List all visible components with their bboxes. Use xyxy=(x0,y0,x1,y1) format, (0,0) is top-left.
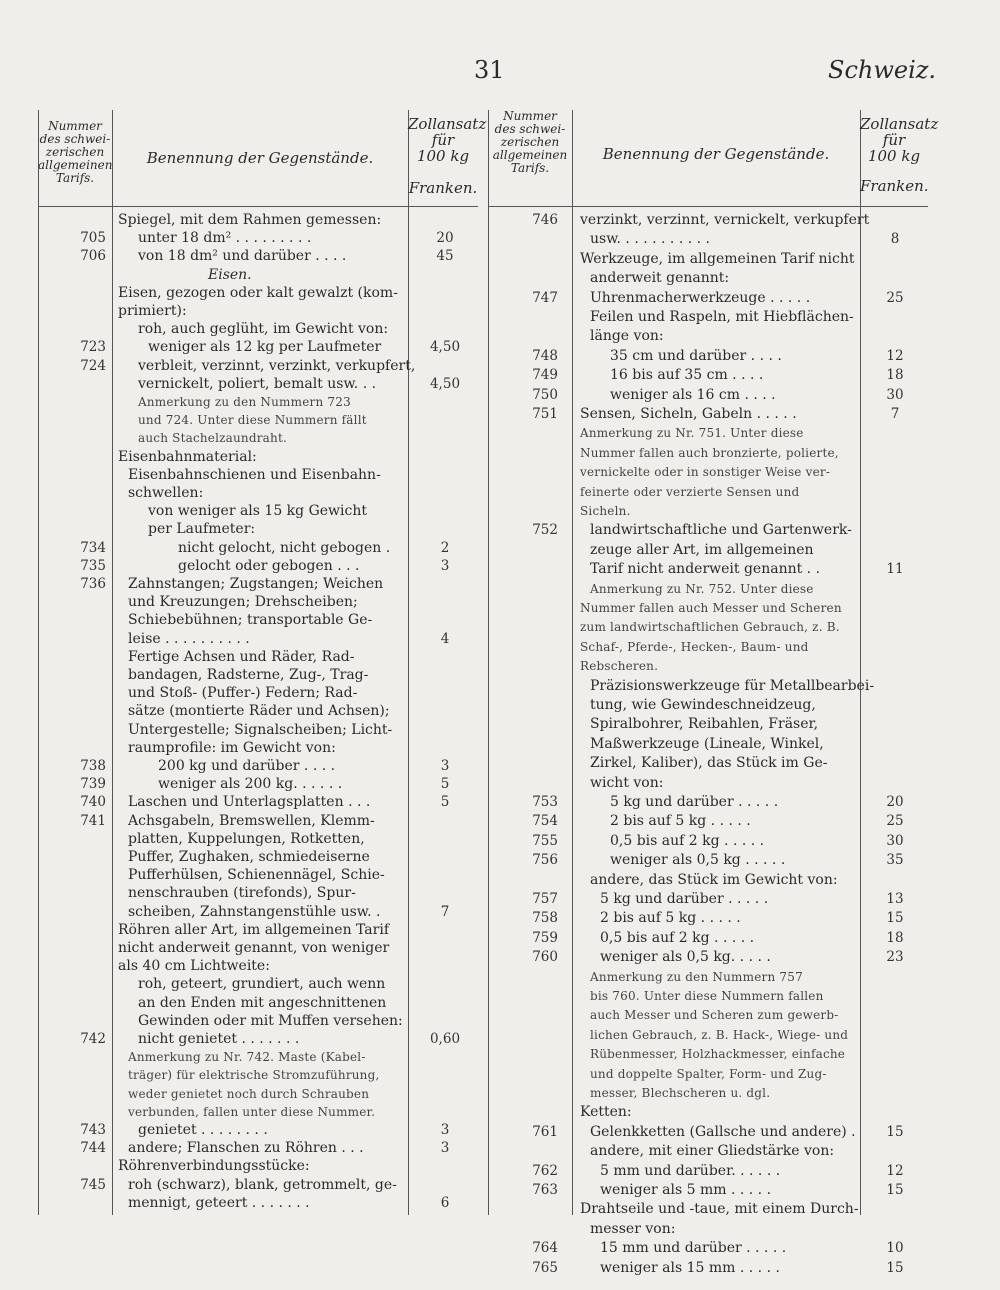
description-header: Benennung der Gegenstände. xyxy=(146,149,374,167)
item-description: schwellen: xyxy=(128,485,204,501)
tariff-number: 706 xyxy=(80,248,106,265)
item-description: Fertige Achsen und Räder, Rad- xyxy=(128,648,355,665)
tariff-number: 736 xyxy=(80,576,106,592)
annotation-line: Nummer fallen auch Messer und Scheren xyxy=(580,601,842,615)
annotation-line: Nummer fallen auch bronzierte, polierte, xyxy=(580,445,839,460)
item-description: 16 bis auf 35 cm . . . . xyxy=(610,367,764,384)
tariff-number: 740 xyxy=(80,794,106,811)
item-description: verbleit, verzinnt, verzinkt, verkupfert, xyxy=(138,357,416,374)
item-description: genietet . . . . . . . . xyxy=(138,1122,268,1138)
duty-rate: 30 xyxy=(886,386,904,403)
item-description: Achsgabeln, Bremswellen, Klemm- xyxy=(128,812,375,829)
duty-unit: Franken. xyxy=(408,179,478,197)
duty-rate: 3 xyxy=(440,1140,450,1157)
tariff-number: 749 xyxy=(532,367,558,384)
item-description: usw. . . . . . . . . . . xyxy=(590,231,710,248)
duty-header-line: Zollansatz xyxy=(860,115,939,133)
item-description: leise . . . . . . . . . . xyxy=(128,630,250,647)
tariff-number: 757 xyxy=(532,891,558,907)
item-description: und Stoß- (Puffer-) Federn; Rad- xyxy=(128,685,358,702)
number-header-line: allgemeinen xyxy=(492,147,568,162)
duty-rate: 6 xyxy=(440,1194,450,1211)
item-description: tung, wie Gewindeschneidzeug, xyxy=(590,697,816,713)
number-header xyxy=(488,110,572,175)
item-description: 2 bis auf 5 kg . . . . . xyxy=(610,813,751,830)
item-description: weniger als 15 mm . . . . . xyxy=(600,1259,780,1276)
tariff-number: 723 xyxy=(80,339,106,356)
item-description: Präzisionswerkzeuge für Metallbearbei- xyxy=(590,677,875,694)
item-description: scheiben, Zahnstangenstühle usw. . xyxy=(128,903,381,920)
item-description: Röhren aller Art, im allgemeinen Tarif xyxy=(118,921,389,938)
item-description: 5 kg und darüber . . . . . xyxy=(600,891,769,907)
duty-rate: 18 xyxy=(886,929,904,946)
item-description: von weniger als 15 kg Gewicht xyxy=(148,503,367,520)
item-description: Ketten: xyxy=(580,1104,632,1121)
duty-rate: 30 xyxy=(886,832,904,849)
item-description: von 18 dm² und darüber . . . . xyxy=(138,248,347,265)
annotation-line: zum landwirtschaftlichen Gebrauch, z. B. xyxy=(580,620,840,635)
tariff-number: 742 xyxy=(80,1031,106,1047)
item-description: Eisen, gezogen oder kalt gewalzt (kom- xyxy=(118,284,398,301)
item-description: Schiebebühnen; transportable Ge- xyxy=(128,612,373,629)
item-description: Spiralbohrer, Reibahlen, Fräser, xyxy=(590,716,819,733)
item-description: zeuge aller Art, im allgemeinen xyxy=(590,541,814,558)
number-header-line: zerischen xyxy=(45,144,105,159)
duty-rate: 5 xyxy=(440,794,450,811)
item-description: 5 kg und darüber . . . . . xyxy=(610,794,779,810)
annotation-line: Rübenmesser, Holzhackmesser, einfache xyxy=(590,1047,846,1062)
duty-header-line: 100 kg xyxy=(867,147,921,166)
tariff-number: 747 xyxy=(532,289,558,306)
right-divider-2 xyxy=(860,110,861,1215)
duty-rate: 5 xyxy=(440,776,450,793)
duty-rate: 23 xyxy=(886,949,904,966)
duty-header xyxy=(860,115,939,166)
number-header-line: allgemeinen xyxy=(38,157,113,172)
duty-rate: 7 xyxy=(440,903,450,920)
item-description: roh (schwarz), blank, getrommelt, ge- xyxy=(128,1176,397,1193)
annotation-line: feinerte oder verzierte Sensen und xyxy=(580,484,800,499)
tariff-number: 754 xyxy=(532,813,558,830)
description-header: Benennung der Gegenstände. xyxy=(602,145,830,163)
duty-rate: 12 xyxy=(886,347,904,364)
item-description: Zahnstangen; Zugstangen; Weichen xyxy=(128,576,384,592)
annotation-line: messer, Blechscheren u. dgl. xyxy=(590,1086,771,1100)
item-description: unter 18 dm² . . . . . . . . . xyxy=(138,230,312,247)
tariff-number: 759 xyxy=(532,929,558,946)
item-description: sätze (montierte Räder und Achsen); xyxy=(128,703,390,720)
duty-rate: 4,50 xyxy=(429,375,461,392)
duty-rate: 2 xyxy=(440,539,450,556)
annotation-line: Anmerkung zu den Nummern 757 xyxy=(590,969,803,984)
annotation-line: lichen Gebrauch, z. B. Hack-, Wiege- und xyxy=(590,1027,849,1042)
item-description: Sensen, Sicheln, Gabeln . . . . . xyxy=(580,406,797,422)
item-description: Röhrenverbindungsstücke: xyxy=(118,1158,310,1175)
duty-rate: 3 xyxy=(440,1122,450,1138)
annotation-line: Anmerkung zu den Nummern 723 xyxy=(138,395,351,409)
annotation-line: vernickelte oder in sonstiger Weise ver- xyxy=(580,465,831,480)
annotation-line: und doppelte Spalter, Form- und Zug- xyxy=(590,1066,827,1081)
item-description: als 40 cm Lichtweite: xyxy=(118,958,270,975)
item-description: per Laufmeter: xyxy=(148,521,256,538)
duty-rate: 35 xyxy=(886,852,904,869)
tariff-number: 760 xyxy=(532,949,558,966)
item-description: wicht von: xyxy=(590,774,664,791)
left-divider-1 xyxy=(112,110,113,1215)
annotation-line: auch Messer und Scheren zum gewerb- xyxy=(590,1008,839,1023)
duty-rate: 3 xyxy=(440,557,450,574)
tariff-number: 738 xyxy=(80,758,106,774)
annotation-line: Schaf-, Pferde-, Hecken-, Baum- und xyxy=(580,639,809,654)
duty-rate: 0,60 xyxy=(429,1031,461,1047)
duty-unit: Franken. xyxy=(860,177,929,195)
tariff-number: 744 xyxy=(80,1140,106,1157)
right-divider-1 xyxy=(572,110,573,1215)
item-description: nicht genietet . . . . . . . xyxy=(138,1031,300,1047)
number-header-line: des schwei- xyxy=(494,121,566,136)
item-description: an den Enden mit angeschnittenen xyxy=(138,994,387,1011)
annotation-line: Sicheln. xyxy=(580,504,631,518)
item-description: 15 mm und darüber . . . . . xyxy=(600,1240,787,1257)
tariff-number: 745 xyxy=(80,1176,106,1193)
item-description: platten, Kuppelungen, Rotketten, xyxy=(128,830,365,847)
tariff-number: 734 xyxy=(80,539,106,556)
item-description: Tarif nicht anderweit genannt . . xyxy=(590,561,821,578)
annotation-line: auch Stachelzaundraht. xyxy=(138,431,288,446)
tariff-number: 751 xyxy=(532,406,558,422)
number-header-line: Nummer xyxy=(48,119,102,133)
item-description: weniger als 0,5 kg. . . . . xyxy=(600,949,771,966)
item-description: roh, auch geglüht, im Gewicht von: xyxy=(138,321,389,338)
right-header-rule xyxy=(488,206,928,207)
item-description: Werkzeuge, im allgemeinen Tarif nicht xyxy=(580,250,855,267)
item-description: Gelenkketten (Gallsche und andere) . xyxy=(590,1123,856,1140)
item-description: nicht gelocht, nicht gebogen . xyxy=(178,539,391,556)
item-description: weniger als 200 kg. . . . . . xyxy=(158,776,343,793)
duty-rate: 10 xyxy=(886,1240,904,1257)
tariff-number: 762 xyxy=(532,1162,558,1179)
annotation-line: Rebscheren. xyxy=(580,659,659,674)
annotation-line: Anmerkung zu Nr. 751. Unter diese xyxy=(580,426,804,441)
item-description: Feilen und Raspeln, mit Hiebflächen- xyxy=(590,309,854,325)
item-description: nenschrauben (tirefonds), Spur- xyxy=(128,885,356,902)
duty-header-line: Zollansatz xyxy=(408,115,487,133)
number-header-line: Nummer xyxy=(503,109,557,123)
duty-rate: 7 xyxy=(890,406,900,422)
tariff-number: 705 xyxy=(80,230,106,247)
item-description: primiert): xyxy=(118,303,187,319)
tariff-number: 739 xyxy=(80,776,106,793)
duty-rate: 3 xyxy=(440,758,450,774)
duty-rate: 18 xyxy=(886,367,904,384)
annotation-line: bis 760. Unter diese Nummern fallen xyxy=(590,989,824,1003)
tariff-number: 746 xyxy=(532,212,558,228)
item-description: 35 cm und darüber . . . . xyxy=(610,347,782,364)
item-description: Gewinden oder mit Muffen versehen: xyxy=(138,1012,403,1029)
item-description: andere; Flanschen zu Röhren . . . xyxy=(128,1140,364,1157)
item-description: bandagen, Radsterne, Zug-, Trag- xyxy=(128,667,369,683)
item-description: weniger als 16 cm . . . . xyxy=(610,386,776,403)
item-description: nicht anderweit genannt, von weniger xyxy=(118,940,390,956)
duty-rate: 45 xyxy=(436,248,454,265)
tariff-number: 741 xyxy=(80,812,106,829)
item-description: 0,5 bis auf 2 kg . . . . . xyxy=(610,832,765,849)
number-header-line: Tarifs. xyxy=(55,170,95,185)
annotation-line: Anmerkung zu Nr. 752. Unter diese xyxy=(590,581,814,596)
item-description: Spiegel, mit dem Rahmen gemessen: xyxy=(118,212,382,228)
number-header-line: des schwei- xyxy=(39,131,111,146)
annotation-line: träger) für elektrische Stromzuführung, xyxy=(128,1068,380,1083)
tariff-number: 724 xyxy=(80,357,106,374)
item-description: verzinkt, verzinnt, vernickelt, verkupfert xyxy=(580,212,870,228)
item-description: 200 kg und darüber . . . . xyxy=(158,758,336,774)
item-description: mennigt, geteert . . . . . . . xyxy=(128,1194,310,1211)
annotation-line: verbunden, fallen unter diese Nummer. xyxy=(128,1104,376,1119)
tariff-number: 765 xyxy=(532,1259,558,1276)
duty-header-line: für xyxy=(431,131,455,150)
tariff-number: 756 xyxy=(532,852,558,869)
item-description: landwirtschaftliche und Gartenwerk- xyxy=(590,522,852,539)
item-description: roh, geteert, grundiert, auch wenn xyxy=(138,976,386,993)
left-header-rule xyxy=(38,206,478,207)
tariff-number: 748 xyxy=(532,347,558,364)
item-description: Eisenbahnschienen und Eisenbahn- xyxy=(128,466,381,483)
item-description: 5 mm und darüber. . . . . . xyxy=(600,1162,781,1179)
tariff-number: 761 xyxy=(532,1123,558,1140)
tariff-number: 750 xyxy=(532,386,558,403)
item-description: Zirkel, Kaliber), das Stück im Ge- xyxy=(590,755,828,772)
item-description: 2 bis auf 5 kg . . . . . xyxy=(600,910,741,927)
item-description: Uhrenmacherwerkzeuge . . . . . xyxy=(590,289,811,306)
item-description: gelocht oder gebogen . . . xyxy=(178,557,360,574)
item-description: Laschen und Unterlagsplatten . . . xyxy=(128,794,371,811)
left-divider-2 xyxy=(408,110,409,1215)
duty-rate: 15 xyxy=(886,1123,904,1140)
duty-rate: 13 xyxy=(886,891,904,907)
item-description: Eisenbahnmaterial: xyxy=(118,448,257,465)
item-description: Untergestelle; Signalscheiben; Licht- xyxy=(128,721,393,738)
duty-rate: 15 xyxy=(886,1259,904,1276)
tariff-number: 758 xyxy=(532,910,558,927)
duty-rate: 4,50 xyxy=(429,339,461,356)
duty-rate: 25 xyxy=(886,813,904,830)
tariff-number: 764 xyxy=(532,1240,558,1257)
item-description: messer von: xyxy=(590,1220,676,1237)
item-description: raumprofile: im Gewicht von: xyxy=(128,739,336,756)
number-header-line: Tarifs. xyxy=(510,160,550,175)
tariff-number: 743 xyxy=(80,1122,106,1138)
duty-rate: 8 xyxy=(890,231,900,248)
duty-rate: 11 xyxy=(886,561,904,578)
item-description: andere, das Stück im Gewicht von: xyxy=(590,871,838,888)
annotation-line: weder genietet noch durch Schrauben xyxy=(128,1086,370,1101)
annotation-line: Anmerkung zu Nr. 742. Maste (Kabel- xyxy=(128,1050,366,1065)
tariff-number: 755 xyxy=(532,832,558,849)
item-description: weniger als 12 kg per Laufmeter xyxy=(148,339,382,356)
item-description: Pufferhülsen, Schienennägel, Schie- xyxy=(128,867,385,884)
duty-header-line: 100 kg xyxy=(416,147,470,166)
item-description: und Kreuzungen; Drehscheiben; xyxy=(128,594,358,611)
page-number: 31 xyxy=(474,56,505,84)
duty-rate: 12 xyxy=(886,1162,904,1179)
tariff-number: 763 xyxy=(532,1182,558,1198)
item-description: Maßwerkzeuge (Lineale, Winkel, xyxy=(590,735,824,752)
duty-rate: 25 xyxy=(886,289,904,306)
item-description: andere, mit einer Gliedstärke von: xyxy=(590,1143,835,1160)
tariff-number: 752 xyxy=(532,522,558,539)
duty-header xyxy=(408,115,487,166)
duty-rate: 15 xyxy=(886,910,904,927)
tariff-number: 753 xyxy=(532,794,558,810)
item-description: vernickelt, poliert, bemalt usw. . . xyxy=(138,375,377,392)
duty-rate: 15 xyxy=(886,1182,904,1198)
item-description: 0,5 bis auf 2 kg . . . . . xyxy=(600,929,755,946)
tariff-number: 735 xyxy=(80,557,106,574)
running-head: Schweiz. xyxy=(828,56,937,84)
duty-rate: 4 xyxy=(440,630,450,647)
number-header-line: zerischen xyxy=(500,134,560,149)
duty-header-line: für xyxy=(882,131,906,150)
duty-rate: 20 xyxy=(436,230,454,247)
item-description: weniger als 5 mm . . . . . xyxy=(600,1182,772,1198)
right-border xyxy=(488,110,489,1215)
left-border xyxy=(38,110,39,1215)
annotation-line: und 724. Unter diese Nummern fällt xyxy=(138,413,367,428)
item-description: weniger als 0,5 kg . . . . . xyxy=(610,852,786,869)
item-description: Puffer, Zughaken, schmiedeiserne xyxy=(128,849,370,865)
section-heading: Eisen. xyxy=(208,266,252,283)
duty-rate: 20 xyxy=(886,794,904,810)
item-description: Drahtseile und -taue, mit einem Durch- xyxy=(580,1201,859,1218)
number-header xyxy=(38,120,112,185)
item-description: länge von: xyxy=(590,328,664,345)
item-description: anderweit genannt: xyxy=(590,270,730,287)
